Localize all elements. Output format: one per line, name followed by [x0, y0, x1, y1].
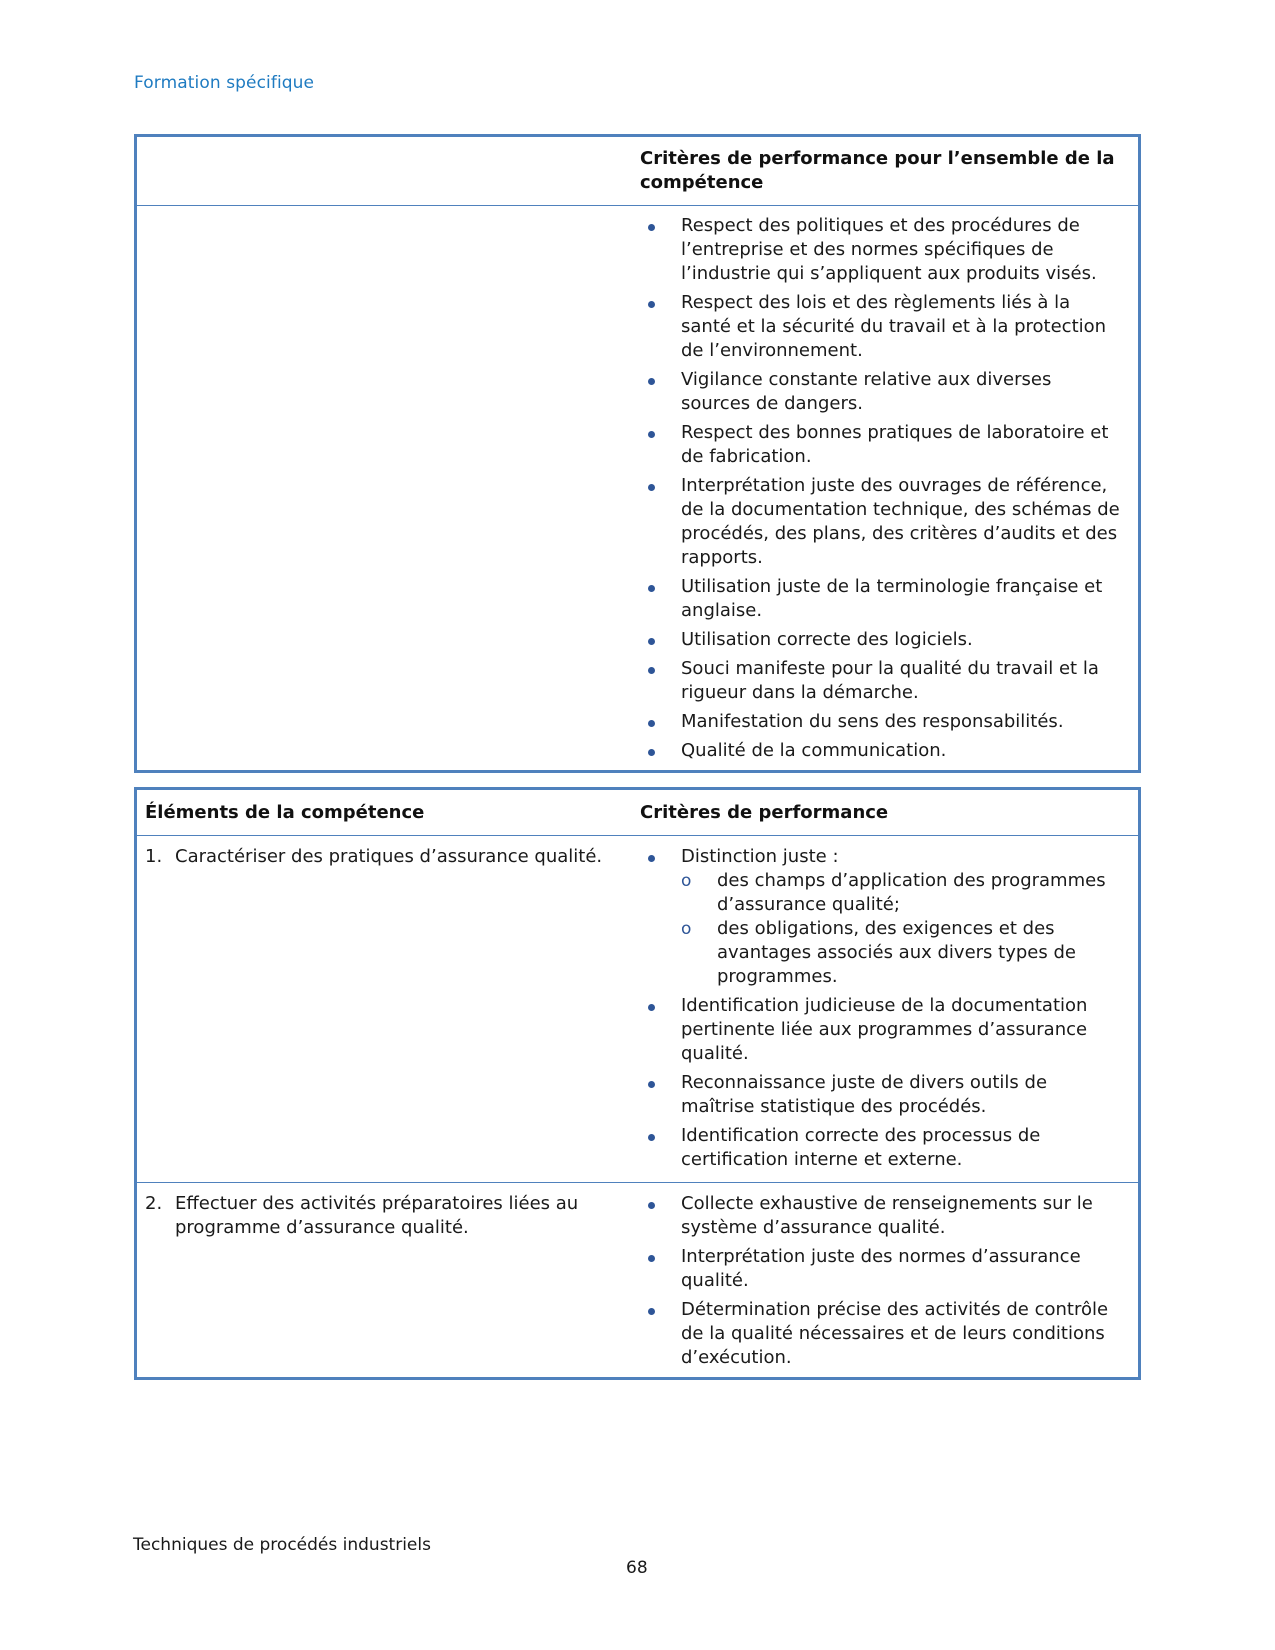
- list-item: [640, 1192, 1124, 1240]
- sub-criteria-list: [681, 869, 1124, 989]
- criterion-text: Souci manifeste pour la qualité du travail et la rigueur dans la démarche.: [681, 658, 1099, 703]
- criteria-list: [640, 1192, 1124, 1370]
- list-item: [640, 421, 1124, 469]
- element-number: 1.: [145, 846, 163, 867]
- header-cell: [137, 790, 631, 835]
- overall-criteria-heading: Critères de performance pour l’ensemble de la compétence: [640, 148, 1115, 193]
- criteria-cell: [631, 1183, 1138, 1377]
- list-item: [640, 1245, 1124, 1293]
- list-item: [640, 214, 1124, 286]
- element-item: [145, 1192, 623, 1240]
- list-item: [640, 291, 1124, 363]
- sub-criterion-text: des champs d’application des programmes d’assurance qualité;: [717, 870, 1106, 915]
- element-cell: [137, 1183, 631, 1377]
- element-number: 2.: [145, 1193, 163, 1214]
- element-text: Caractériser des pratiques d’assurance qualité.: [175, 846, 603, 867]
- criterion-text: Identification correcte des processus de certification interne et externe.: [681, 1125, 1041, 1170]
- list-item: [640, 628, 1124, 652]
- circle-bullet-icon: o: [681, 871, 692, 891]
- bullet-icon: [648, 1004, 655, 1011]
- list-item: [640, 1124, 1124, 1172]
- bullet-icon: [648, 1308, 655, 1315]
- table-row: [137, 836, 1138, 1183]
- criterion-text: Collecte exhaustive de renseignements sur le système d’assurance qualité.: [681, 1193, 1093, 1238]
- criteria-heading: Critères de performance: [640, 802, 889, 823]
- table-header-row: [137, 137, 1138, 206]
- sub-list-item: [681, 917, 1124, 989]
- table-header-row: [137, 790, 1138, 836]
- element-item: [145, 845, 623, 869]
- overall-criteria-list: [640, 214, 1124, 763]
- overall-criteria-table: [134, 134, 1141, 773]
- bullet-icon: [648, 224, 655, 231]
- list-item: [640, 474, 1124, 570]
- criterion-text: Interprétation juste des ouvrages de référence, de la documentation technique, des schémas de procédés, des plans, des critères d’audits et des rapports.: [681, 475, 1120, 568]
- bullet-icon: [648, 638, 655, 645]
- criterion-text: Distinction juste :: [681, 846, 839, 867]
- bullet-icon: [648, 431, 655, 438]
- elements-criteria-table: [134, 787, 1141, 1380]
- bullet-icon: [648, 301, 655, 308]
- criterion-text: Respect des politiques et des procédures de l’entreprise et des normes spécifiques de l’industrie qui s’appliquent aux produits visés.: [681, 215, 1097, 284]
- table-row: [137, 206, 1138, 770]
- table-row: [137, 1183, 1138, 1377]
- criteria-list: [640, 845, 1124, 1172]
- criterion-text: Identification judicieuse de la documentation pertinente liée aux programmes d’assurance qualité.: [681, 995, 1088, 1064]
- circle-bullet-icon: o: [681, 919, 692, 939]
- list-item: [640, 1071, 1124, 1119]
- criterion-text: Utilisation correcte des logiciels.: [681, 629, 973, 650]
- criterion-text: Vigilance constante relative aux diverses sources de dangers.: [681, 369, 1052, 414]
- criterion-text: Détermination précise des activités de contrôle de la qualité nécessaires et de leurs conditions d’exécution.: [681, 1299, 1109, 1368]
- bullet-icon: [648, 585, 655, 592]
- criteria-cell: [631, 206, 1138, 770]
- running-header: Formation spécifique: [134, 73, 315, 93]
- criterion-text: Manifestation du sens des responsabilités.: [681, 711, 1064, 732]
- list-item: [640, 657, 1124, 705]
- footer-title: Techniques de procédés industriels: [133, 1535, 431, 1555]
- bullet-icon: [648, 484, 655, 491]
- criterion-text: Respect des lois et des règlements liés à la santé et la sécurité du travail et à la protection de l’environnement.: [681, 292, 1107, 361]
- criterion-text: Reconnaissance juste de divers outils de maîtrise statistique des procédés.: [681, 1072, 1048, 1117]
- header-cell: [631, 790, 1138, 835]
- elements-heading: Éléments de la compétence: [145, 802, 425, 823]
- sub-criterion-text: des obligations, des exigences et des avantages associés aux divers types de programmes.: [717, 918, 1076, 987]
- bullet-icon: [648, 1255, 655, 1262]
- bullet-icon: [648, 1202, 655, 1209]
- criteria-cell: [631, 836, 1138, 1182]
- list-item: [640, 1298, 1124, 1370]
- list-item: [640, 710, 1124, 734]
- element-cell: [137, 836, 631, 1182]
- bullet-icon: [648, 378, 655, 385]
- criterion-text: Qualité de la communication.: [681, 740, 947, 761]
- page-number: 68: [626, 1558, 648, 1578]
- criterion-text: Respect des bonnes pratiques de laboratoire et de fabrication.: [681, 422, 1109, 467]
- bullet-icon: [648, 749, 655, 756]
- bullet-icon: [648, 720, 655, 727]
- criterion-text: Interprétation juste des normes d’assurance qualité.: [681, 1246, 1081, 1291]
- empty-header-cell: [137, 137, 631, 205]
- list-item: [640, 845, 1124, 989]
- bullet-icon: [648, 855, 655, 862]
- bullet-icon: [648, 1134, 655, 1141]
- bullet-icon: [648, 667, 655, 674]
- list-item: [640, 994, 1124, 1066]
- sub-list-item: [681, 869, 1124, 917]
- element-text: Effectuer des activités préparatoires liées au programme d’assurance qualité.: [175, 1193, 579, 1238]
- bullet-icon: [648, 1081, 655, 1088]
- criterion-text: Utilisation juste de la terminologie française et anglaise.: [681, 576, 1103, 621]
- list-item: [640, 739, 1124, 763]
- list-item: [640, 368, 1124, 416]
- empty-cell: [137, 206, 631, 770]
- header-cell: [631, 137, 1138, 205]
- list-item: [640, 575, 1124, 623]
